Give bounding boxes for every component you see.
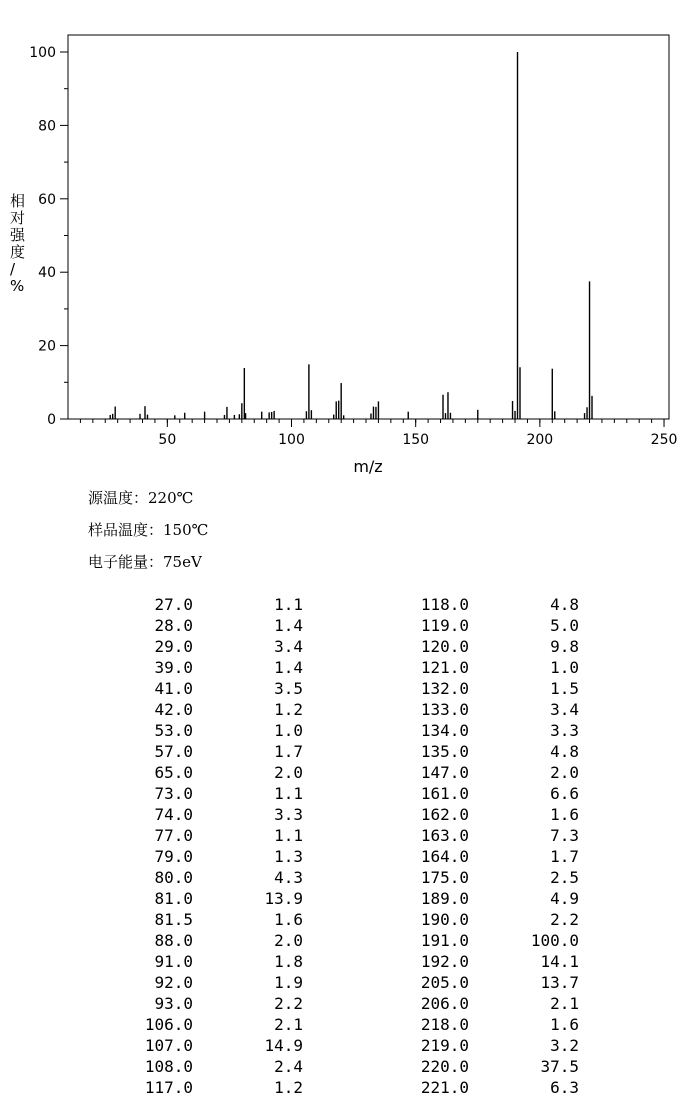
x-tick-label: 200 bbox=[526, 432, 554, 448]
left-intensity-cell: 3.3 bbox=[274, 805, 303, 824]
left-mz-cell: 108.0 bbox=[144, 1057, 193, 1076]
left-mz-cell: 91.0 bbox=[154, 952, 193, 971]
y-axis-label-char: 相 bbox=[10, 192, 26, 210]
left-intensity-cell: 3.5 bbox=[274, 679, 303, 698]
left-mz-cell: 73.0 bbox=[154, 784, 193, 803]
left-intensity-cell: 13.9 bbox=[264, 889, 303, 908]
right-intensity-cell: 6.3 bbox=[550, 1078, 579, 1097]
right-mz-cell: 133.0 bbox=[420, 700, 469, 719]
right-intensity-cell: 5.0 bbox=[550, 616, 579, 635]
left-intensity-cell: 1.3 bbox=[274, 847, 303, 866]
y-tick-label: 20 bbox=[38, 338, 56, 355]
right-intensity-cell: 3.4 bbox=[550, 700, 579, 719]
left-intensity-cell: 1.1 bbox=[274, 595, 303, 614]
right-intensity-cell: 1.0 bbox=[550, 658, 579, 677]
left-mz-cell: 57.0 bbox=[154, 742, 193, 761]
right-intensity-cell: 13.7 bbox=[540, 973, 579, 992]
right-intensity-cell: 3.2 bbox=[550, 1036, 579, 1055]
y-axis-label-char: / bbox=[10, 260, 16, 278]
left-mz-cell: 106.0 bbox=[144, 1015, 193, 1034]
right-mz-cell: 120.0 bbox=[420, 637, 469, 656]
left-mz-cell: 92.0 bbox=[154, 973, 193, 992]
right-mz-cell: 190.0 bbox=[420, 910, 469, 929]
spectrum-bars bbox=[110, 52, 592, 419]
left-mz-cell: 107.0 bbox=[144, 1036, 193, 1055]
left-intensity-cell: 1.1 bbox=[274, 784, 303, 803]
x-axis-label: m/z bbox=[353, 457, 383, 476]
left-intensity-cell: 4.3 bbox=[274, 868, 303, 887]
right-mz-cell: 119.0 bbox=[420, 616, 469, 635]
source-temperature-value: 220℃ bbox=[148, 489, 194, 507]
left-mz-cell: 93.0 bbox=[154, 994, 193, 1013]
sample-temperature bbox=[88, 519, 208, 540]
left-intensity-cell: 1.4 bbox=[274, 658, 303, 677]
left-intensity-column bbox=[230, 594, 303, 1098]
left-mz-cell: 80.0 bbox=[154, 868, 193, 887]
right-intensity-cell: 4.8 bbox=[550, 595, 579, 614]
right-intensity-cell: 6.6 bbox=[550, 784, 579, 803]
right-intensity-cell: 2.2 bbox=[550, 910, 579, 929]
right-mz-cell: 118.0 bbox=[420, 595, 469, 614]
right-intensity-cell: 1.6 bbox=[550, 805, 579, 824]
x-tick-label: 50 bbox=[158, 432, 177, 448]
left-mz-cell: 39.0 bbox=[154, 658, 193, 677]
left-mz-cell: 27.0 bbox=[154, 595, 193, 614]
right-mz-cell: 221.0 bbox=[420, 1078, 469, 1097]
right-intensity-cell: 7.3 bbox=[550, 826, 579, 845]
right-mz-cell: 121.0 bbox=[420, 658, 469, 677]
right-mz-cell: 191.0 bbox=[420, 931, 469, 950]
right-intensity-cell: 2.1 bbox=[550, 994, 579, 1013]
y-ticks bbox=[29, 45, 68, 428]
left-mz-cell: 53.0 bbox=[154, 721, 193, 740]
left-intensity-cell: 1.9 bbox=[274, 973, 303, 992]
sample-temperature-value: 150℃ bbox=[163, 521, 209, 539]
right-mz-cell: 175.0 bbox=[420, 868, 469, 887]
x-tick-label: 100 bbox=[278, 432, 305, 448]
right-mz-cell: 220.0 bbox=[420, 1057, 469, 1076]
right-intensity-cell: 2.5 bbox=[550, 868, 579, 887]
right-intensity-cell: 37.5 bbox=[540, 1057, 579, 1076]
y-axis-label bbox=[10, 192, 26, 295]
right-mz-cell: 205.0 bbox=[420, 973, 469, 992]
left-mz-cell: 74.0 bbox=[154, 805, 193, 824]
right-mz-column bbox=[380, 594, 469, 1098]
right-mz-cell: 147.0 bbox=[420, 763, 469, 782]
left-intensity-cell: 1.4 bbox=[274, 616, 303, 635]
right-intensity-cell: 14.1 bbox=[540, 952, 579, 971]
left-intensity-cell: 2.0 bbox=[274, 931, 303, 950]
right-mz-cell: 135.0 bbox=[420, 742, 469, 761]
right-intensity-cell: 4.8 bbox=[550, 742, 579, 761]
left-intensity-cell: 2.4 bbox=[274, 1057, 303, 1076]
electron-energy-label: 电子能量： bbox=[88, 553, 164, 571]
y-axis-label-char: 强 bbox=[10, 226, 26, 244]
y-axis-label-char: 度 bbox=[10, 243, 26, 261]
mass-spectrum-chart bbox=[0, 0, 696, 480]
left-intensity-cell: 1.2 bbox=[274, 1078, 303, 1097]
left-intensity-cell: 2.1 bbox=[274, 1015, 303, 1034]
right-mz-cell: 192.0 bbox=[420, 952, 469, 971]
left-mz-cell: 41.0 bbox=[154, 679, 193, 698]
left-intensity-cell: 2.2 bbox=[274, 994, 303, 1013]
electron-energy-value: 75eV bbox=[163, 553, 202, 571]
left-mz-column bbox=[100, 594, 193, 1098]
left-intensity-cell: 1.8 bbox=[274, 952, 303, 971]
left-intensity-cell: 1.7 bbox=[274, 742, 303, 761]
right-mz-cell: 161.0 bbox=[420, 784, 469, 803]
left-mz-cell: 77.0 bbox=[154, 826, 193, 845]
right-mz-cell: 218.0 bbox=[420, 1015, 469, 1034]
right-intensity-cell: 1.5 bbox=[550, 679, 579, 698]
x-minor-ticks bbox=[80, 419, 664, 423]
left-mz-cell: 28.0 bbox=[154, 616, 193, 635]
y-tick-label: 40 bbox=[38, 265, 56, 282]
left-mz-cell: 79.0 bbox=[154, 847, 193, 866]
electron-energy bbox=[88, 551, 202, 572]
right-intensity-cell: 2.0 bbox=[550, 763, 579, 782]
source-temperature-label: 源温度： bbox=[88, 489, 149, 507]
right-mz-cell: 189.0 bbox=[420, 889, 469, 908]
right-mz-cell: 219.0 bbox=[420, 1036, 469, 1055]
left-mz-cell: 81.0 bbox=[154, 889, 193, 908]
left-intensity-cell: 1.0 bbox=[274, 721, 303, 740]
left-mz-cell: 88.0 bbox=[154, 931, 193, 950]
right-mz-cell: 162.0 bbox=[420, 805, 469, 824]
right-mz-cell: 132.0 bbox=[420, 679, 469, 698]
plot-frame bbox=[68, 35, 669, 419]
source-temperature bbox=[88, 487, 193, 508]
sample-temperature-label: 样品温度： bbox=[88, 521, 164, 539]
left-mz-cell: 65.0 bbox=[154, 763, 193, 782]
left-mz-cell: 81.5 bbox=[154, 910, 193, 929]
left-mz-cell: 117.0 bbox=[144, 1078, 193, 1097]
right-intensity-cell: 1.7 bbox=[550, 847, 579, 866]
right-intensity-cell: 9.8 bbox=[550, 637, 579, 656]
left-intensity-cell: 1.1 bbox=[274, 826, 303, 845]
y-tick-label: 0 bbox=[47, 412, 56, 428]
x-tick-label: 150 bbox=[402, 432, 430, 448]
left-intensity-cell: 1.2 bbox=[274, 700, 303, 719]
x-major-ticks bbox=[158, 419, 677, 448]
y-tick-label: 60 bbox=[38, 191, 56, 208]
left-intensity-cell: 1.6 bbox=[274, 910, 303, 929]
left-intensity-cell: 3.4 bbox=[274, 637, 303, 656]
left-mz-cell: 42.0 bbox=[154, 700, 193, 719]
right-intensity-cell: 100.0 bbox=[530, 931, 579, 950]
y-axis-label-char: 对 bbox=[10, 209, 26, 227]
right-mz-cell: 163.0 bbox=[420, 826, 469, 845]
right-intensity-column bbox=[500, 594, 579, 1098]
right-intensity-cell: 3.3 bbox=[550, 721, 579, 740]
right-intensity-cell: 4.9 bbox=[550, 889, 579, 908]
x-tick-label: 250 bbox=[650, 432, 678, 448]
left-intensity-cell: 2.0 bbox=[274, 763, 303, 782]
right-mz-cell: 206.0 bbox=[420, 994, 469, 1013]
y-axis-label-char: % bbox=[10, 277, 25, 295]
right-mz-cell: 164.0 bbox=[420, 847, 469, 866]
right-mz-cell: 134.0 bbox=[420, 721, 469, 740]
left-mz-cell: 29.0 bbox=[154, 637, 193, 656]
right-intensity-cell: 1.6 bbox=[550, 1015, 579, 1034]
y-tick-label: 80 bbox=[38, 118, 56, 135]
y-tick-label: 100 bbox=[29, 45, 56, 61]
left-intensity-cell: 14.9 bbox=[264, 1036, 303, 1055]
